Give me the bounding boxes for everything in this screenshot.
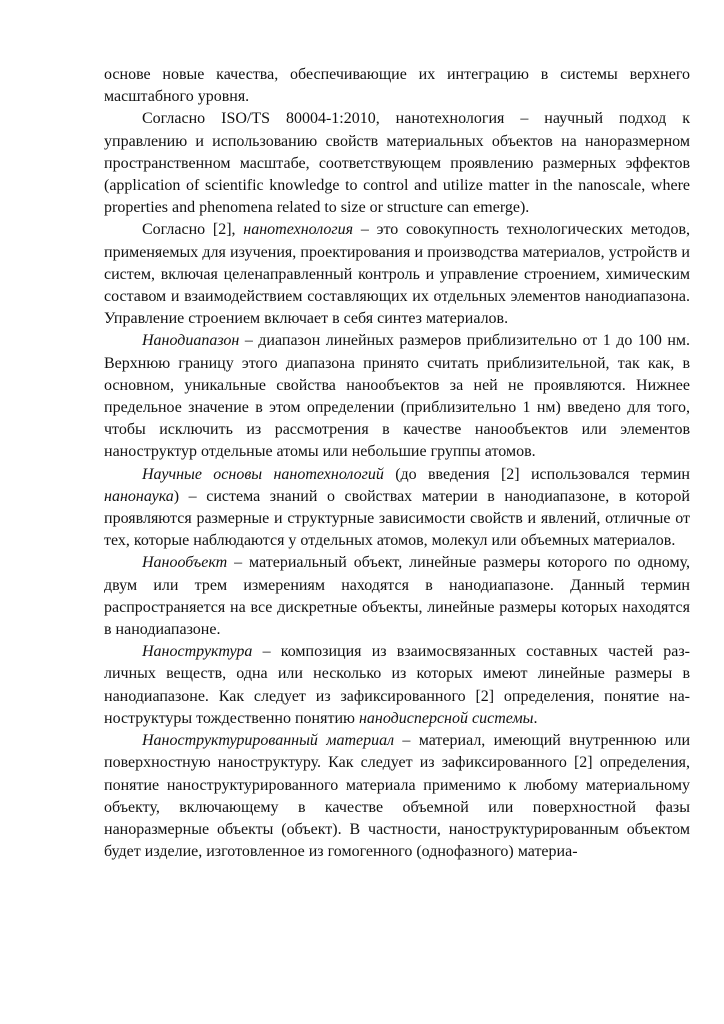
term-nanoobject: Нанообъект bbox=[142, 554, 228, 572]
document-page bbox=[104, 64, 690, 863]
term-scientific-basis: Научные основы нанотехнологий bbox=[142, 465, 384, 483]
paragraph-nanostructured-material bbox=[104, 730, 690, 863]
paragraph-text: ) – система знаний о свойствах материи в нанодиапазоне, в которой проявляются размерные и структурные зависимости свойств и явлений, отличные от тех, которые наблюдаются у отдельных атомов, молекул или объемных материалов. bbox=[104, 487, 690, 550]
term-nanorange: Нанодиапазон bbox=[142, 332, 240, 350]
term-nanostructure: Наноструктура bbox=[142, 643, 253, 661]
paragraph-nanotechnology bbox=[104, 219, 690, 330]
paragraph-iso-definition: Согласно ISO/TS 80004-1:2010, нанотехнология – научный подход к управлению и использованию свойств материальных объектов на наноразмерном пространственном масштабе, соответствующем проявлению размерных эффектов (application of scientific knowledge to control and utilize matter in the nanoscale, where properties and phenomena related to size or structure can emerge). bbox=[104, 110, 690, 217]
term-nanotechnology: нанотехнология bbox=[243, 221, 354, 239]
paragraph-scientific-basis bbox=[104, 464, 690, 553]
paragraph-text: – композиция из взаимосвязанных составных частей различных веществ, одна или несколько из которых имеют линейные размеры в нанодиапазоне. Как следует из зафиксированного [2] определения, понятие наноструктуры тождественно понятию bbox=[104, 643, 690, 727]
paragraph-nanoobject bbox=[104, 552, 690, 641]
paragraph-text: – диапазон линейных размеров приблизительно от 1 до 100 нм. Верхнюю границу этого диапазона принято считать приблизительной, так как, в основном, уникальные свойства нанообъектов за ней не проявляются. Нижнее предельное значение в этом определении (приблизительно 1 нм) введено для того, чтобы исключить из рассмотрения в качестве нанообъектов или элементов наноструктур отдельные атомы или небольшие группы атомов. bbox=[104, 332, 690, 461]
paragraph-nanostructure bbox=[104, 641, 690, 730]
term-nanodisperse-system: нанодисперсной системы bbox=[358, 709, 534, 727]
term-nanoscience: нанонаука bbox=[104, 487, 174, 505]
paragraph-text: Согласно [2], bbox=[142, 221, 244, 239]
paragraph-text: . bbox=[533, 709, 538, 727]
term-nanostructured-material: Наноструктурированный материал bbox=[142, 732, 395, 750]
paragraph-continuation: основе новые качества, обеспечивающие их интеграцию в системы верхнего масштабного уровня. bbox=[104, 66, 690, 106]
paragraph-nanorange bbox=[104, 330, 690, 463]
paragraph-text: – материальный объект, линейные размеры которого по одному, двум или трем измерениям находятся в нанодиапазоне. Данный термин распространяется на все дискретные объекты, линейные размеры которых находятся в нанодиапазоне. bbox=[104, 554, 690, 639]
paragraph-text: – материал, имеющий внутреннюю или поверхностную наноструктуру. Как следует из зафиксированного [2] определения, понятие наноструктурированного материала применимо к любому материальному объекту, включающему в качестве объемной или поверхностной фазы наноразмерные объекты (объект). В частности, наноструктурированным объектом будет изделие, изготовленное из гомогенного (однофазного) материа- bbox=[104, 732, 690, 861]
paragraph-text: – это совокупность технологических методов, применяемых для изучения, проектирования и производства материалов, устройств и систем, включая целенаправленный контроль и управление строением, химическим составом и взаимодействием составляющих их отдельных элементов нанодиапазона. Управление строением включает в себя синтез материалов. bbox=[104, 221, 690, 328]
paragraph-text: (до введения [2] использовался термин bbox=[383, 465, 690, 483]
